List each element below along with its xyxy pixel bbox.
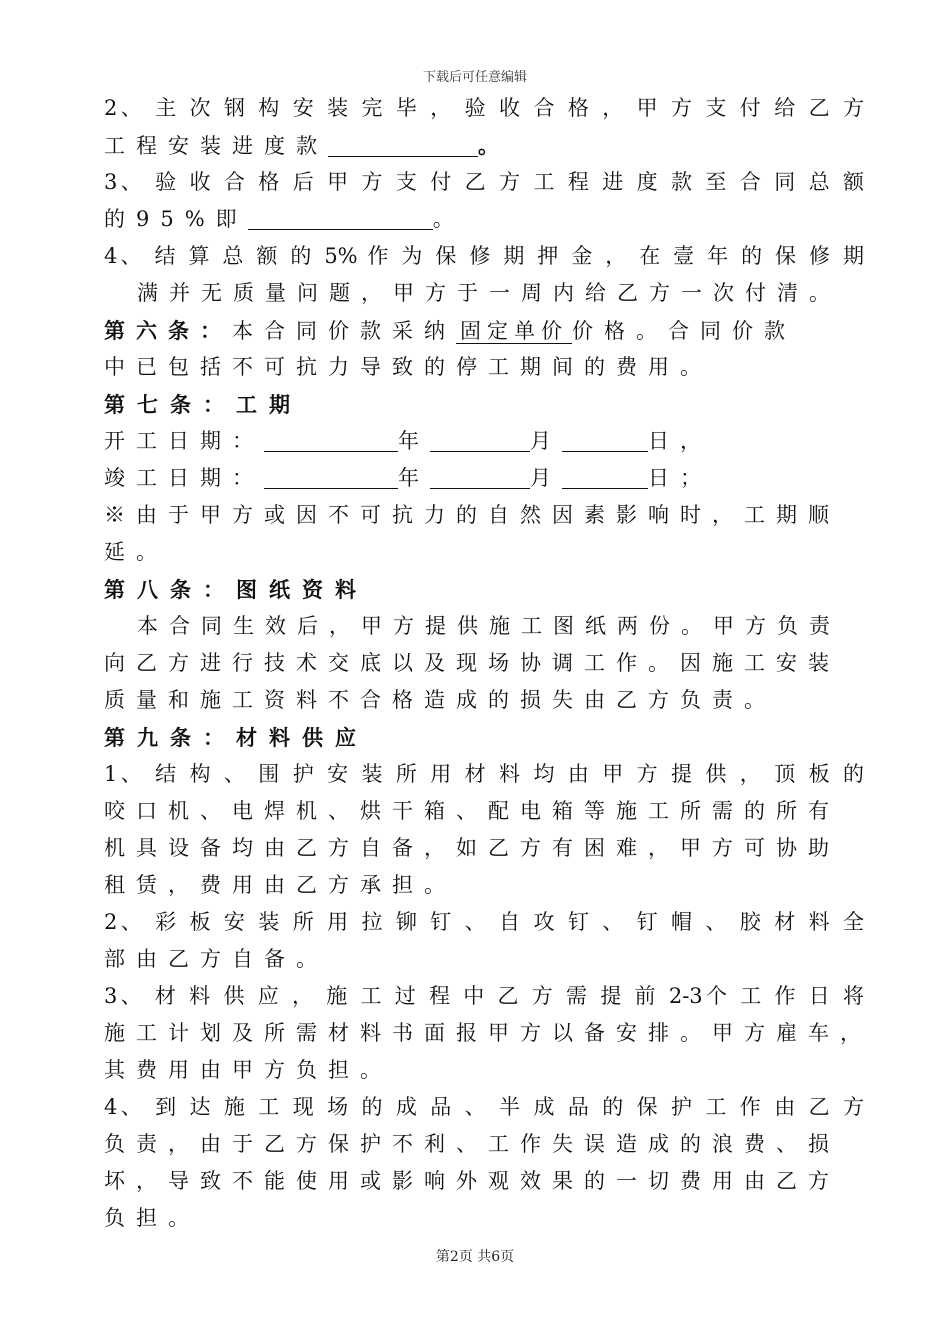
article-7-title: 第七条：工期	[104, 392, 302, 417]
payment-clause-3-cont: 的95%即 。	[104, 207, 465, 231]
article-9-item-3-cont: 施工计划及所需材料书面报甲方以备安排。甲方雇车，	[104, 1021, 872, 1045]
article-9-item-4: 4、 到 达 施 工 现 场 的 成 品 、 半 成 品 的 保 护 工 作 由 乙 方	[104, 1095, 864, 1119]
article-9-title: 第九条：材料供应	[104, 725, 368, 750]
end-month-blank	[430, 464, 530, 489]
payment-clause-4-cont: 满并无质量问题，甲方于一周内给乙方一次付清。	[137, 281, 841, 305]
article-9-item-1-cont: 租赁，费用由乙方承担。	[104, 873, 456, 897]
article-9-item-1-cont: 咬口机、电焊机、烘干箱、配电箱等施工所需的所有	[104, 799, 840, 823]
payment-clause-3: 3、 验 收 合 格 后 甲 方 支 付 乙 方 工 程 进 度 款 至 合 同 总 额	[104, 170, 864, 194]
payment-clause-2: 2、 主 次 钢 构 安 装 完 毕 ， 验 收 合 格 ， 甲 方 支 付 给 乙 方	[104, 96, 864, 120]
article-9-item-4-cont: 坏，导致不能使用或影响外观效果的一切费用由乙方	[104, 1169, 840, 1193]
start-date-line: 开工日期： 年 月 日，	[104, 429, 712, 453]
article-9-item-4-cont: 负责，由于乙方保护不利、工作失误造成的浪费、损	[104, 1132, 840, 1156]
article-9-item-3-cont: 其费用由甲方负担。	[104, 1058, 392, 1082]
article-6-title: 第六条：	[104, 318, 232, 343]
start-year-blank	[264, 427, 398, 452]
document-body	[104, 90, 872, 1237]
force-majeure-note: ※由于甲方或因不可抗力的自然因素影响时，工期顺	[104, 503, 840, 527]
force-majeure-note-cont: 延。	[104, 540, 168, 564]
article-9-item-2: 2、 彩 板 安 装 所 用 拉 铆 钉 、 自 攻 钉 、 钉 帽 、 胶 材 料 全	[104, 910, 864, 934]
article-8-line-2: 向乙方进行技术交底以及现场协调工作。因施工安装	[104, 651, 840, 675]
article-6: 第六条：本合同价款采纳 固定单价 价格。合同价款	[104, 318, 796, 343]
price-type-fill: 固定单价	[456, 319, 572, 344]
start-month-blank	[430, 427, 530, 452]
start-day-blank	[562, 427, 648, 452]
end-year-blank	[264, 464, 398, 489]
page-header: 下载后可任意编辑	[422, 70, 527, 85]
payment-clause-2-cont: 工程安装进度款 。	[104, 133, 510, 158]
article-9-item-1-cont: 机具设备均由乙方自备，如乙方有困难，甲方可协助	[104, 836, 840, 860]
end-day-blank	[562, 464, 648, 489]
article-8-line-3: 质量和施工资料不合格造成的损失由乙方负责。	[104, 688, 776, 712]
blank-95-percent	[248, 205, 433, 230]
article-9-item-4-cont: 负担。	[104, 1206, 200, 1230]
end-date-line: 竣工日期： 年 月 日；	[104, 466, 712, 490]
article-9-item-2-cont: 部由乙方自备。	[104, 947, 328, 971]
blank-progress-payment	[328, 132, 478, 157]
article-8-title: 第八条：图纸资料	[104, 577, 368, 602]
article-9-item-1: 1、 结 构 、 围 护 安 装 所 用 材 料 均 由 甲 方 提 供 ， 顶 板 的	[104, 762, 864, 786]
article-6-cont: 中已包括不可抗力导致的停工期间的费用。	[104, 355, 712, 379]
payment-clause-4: 4、 结 算 总 额 的 5% 作 为 保 修 期 押 金 ， 在 壹 年 的 保 修 期	[104, 244, 864, 268]
article-9-item-3: 3、 材 料 供 应 ， 施 工 过 程 中 乙 方 需 提 前 2-3个 工 作 日 将	[104, 984, 864, 1008]
page-footer: 第2页 共6页	[435, 1249, 515, 1265]
article-8-line-1: 本合同生效后，甲方提供施工图纸两份。甲方负责	[137, 614, 841, 638]
